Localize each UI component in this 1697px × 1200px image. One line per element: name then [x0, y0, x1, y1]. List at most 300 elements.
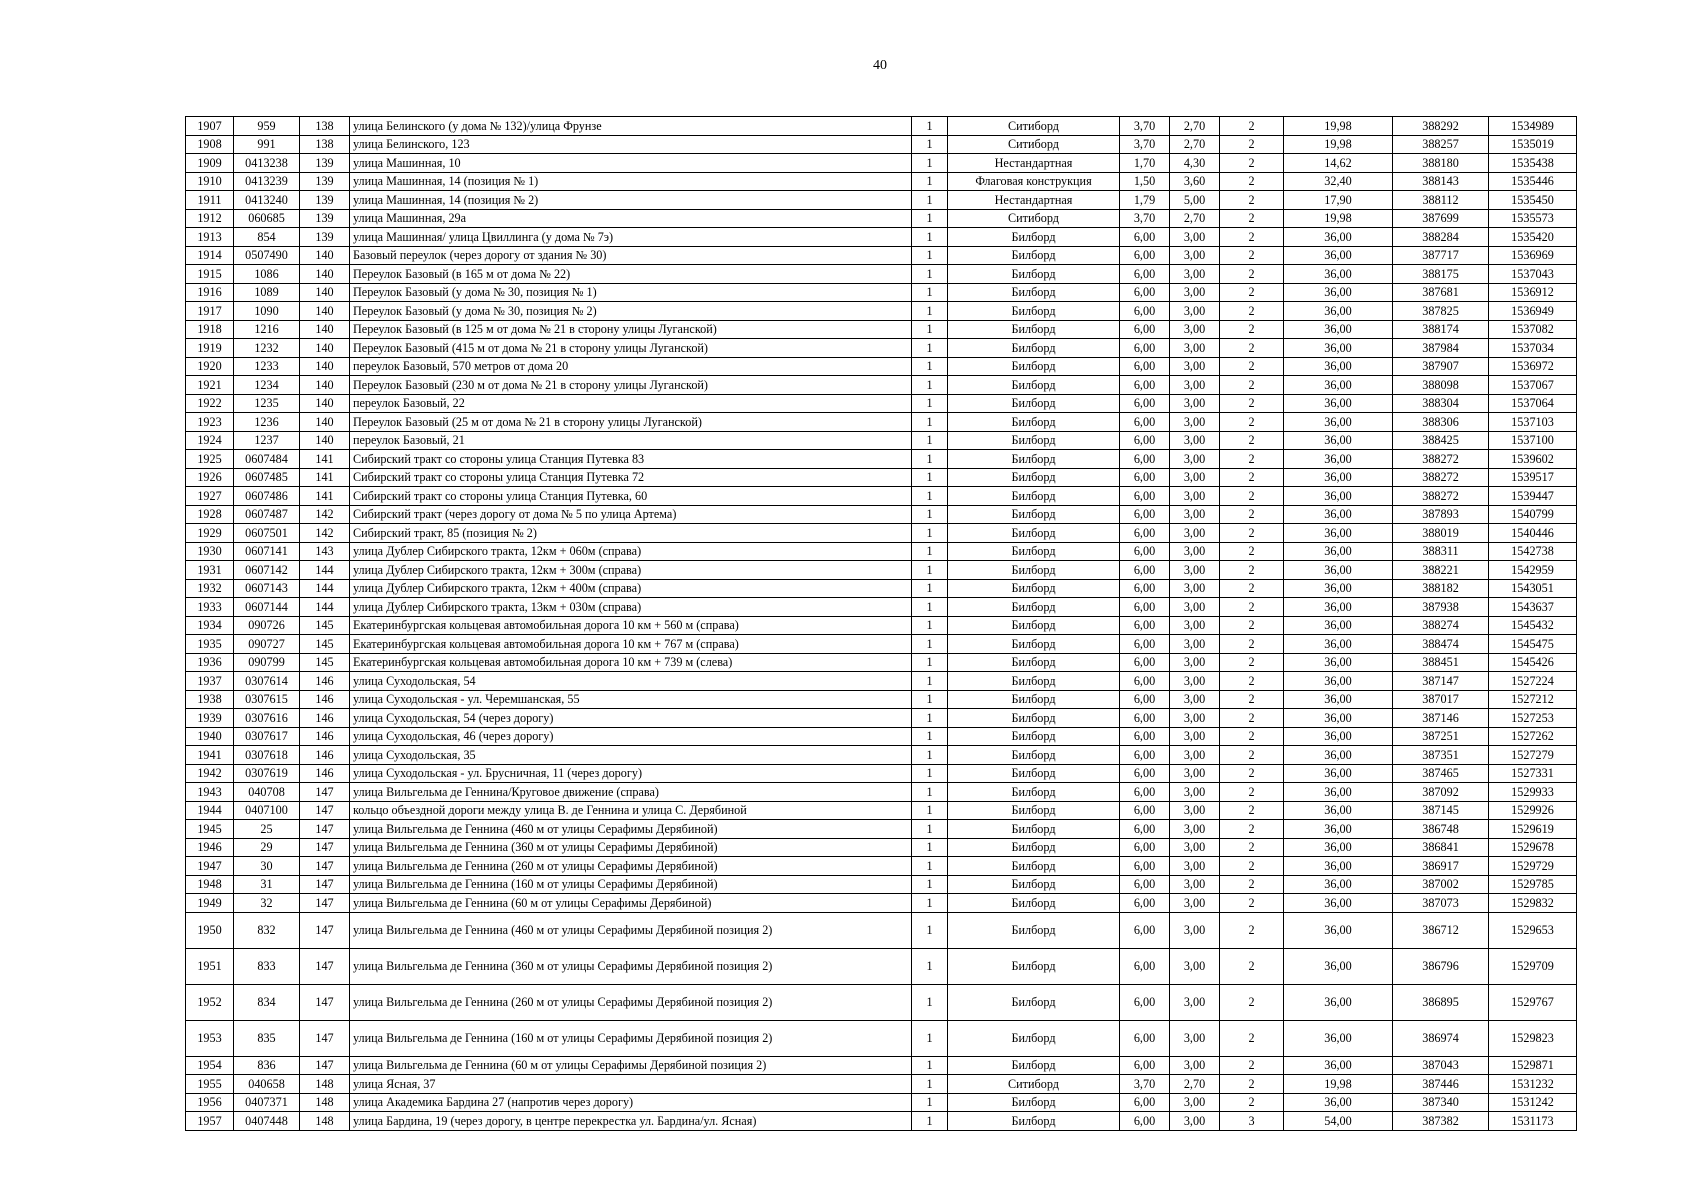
construction-type-cell: Ситиборд: [948, 135, 1120, 154]
height-cell: 3,00: [1170, 450, 1220, 469]
coord-y-cell: 1529619: [1489, 820, 1577, 839]
quantity-cell: 1: [912, 801, 948, 820]
sides-cell: 2: [1220, 246, 1284, 265]
construction-type-cell: Флаговая конструкция: [948, 172, 1120, 191]
construction-type-cell: Билборд: [948, 357, 1120, 376]
code-cell: 0607142: [234, 561, 300, 580]
area-cell: 36,00: [1284, 653, 1393, 672]
coord-x-cell: 387073: [1393, 894, 1489, 913]
height-cell: 3,00: [1170, 357, 1220, 376]
table-row: [186, 1112, 1577, 1131]
section-cell: 139: [300, 154, 350, 173]
code-cell: 1234: [234, 376, 300, 395]
coord-x-cell: 388425: [1393, 431, 1489, 450]
width-cell: 6,00: [1120, 746, 1170, 765]
quantity-cell: 1: [912, 894, 948, 913]
row-number-cell: 1922: [186, 394, 234, 413]
coord-x-cell: 386796: [1393, 948, 1489, 984]
code-cell: 959: [234, 117, 300, 136]
area-cell: 36,00: [1284, 1093, 1393, 1112]
section-cell: 140: [300, 431, 350, 450]
quantity-cell: 1: [912, 690, 948, 709]
construction-type-cell: Билборд: [948, 709, 1120, 728]
address-cell: улица Дублер Сибирского тракта, 12км + 300м (справа): [350, 561, 912, 580]
area-cell: 36,00: [1284, 616, 1393, 635]
sides-cell: 2: [1220, 579, 1284, 598]
quantity-cell: 1: [912, 672, 948, 691]
width-cell: 6,00: [1120, 653, 1170, 672]
construction-type-cell: Ситиборд: [948, 209, 1120, 228]
table-row: [186, 838, 1577, 857]
construction-type-cell: Билборд: [948, 653, 1120, 672]
quantity-cell: 1: [912, 135, 948, 154]
table-row: [186, 117, 1577, 136]
sides-cell: 2: [1220, 1093, 1284, 1112]
row-number-cell: 1919: [186, 339, 234, 358]
height-cell: 3,00: [1170, 283, 1220, 302]
section-cell: 140: [300, 413, 350, 432]
quantity-cell: 1: [912, 709, 948, 728]
quantity-cell: 1: [912, 376, 948, 395]
code-cell: 0413238: [234, 154, 300, 173]
area-cell: 36,00: [1284, 746, 1393, 765]
coord-x-cell: 387017: [1393, 690, 1489, 709]
area-cell: 36,00: [1284, 948, 1393, 984]
row-number-cell: 1950: [186, 912, 234, 948]
coord-x-cell: 388304: [1393, 394, 1489, 413]
coord-x-cell: 388174: [1393, 320, 1489, 339]
sides-cell: 2: [1220, 690, 1284, 709]
construction-type-cell: Билборд: [948, 727, 1120, 746]
table-row: [186, 1056, 1577, 1075]
quantity-cell: 1: [912, 1093, 948, 1112]
quantity-cell: 1: [912, 838, 948, 857]
sides-cell: 2: [1220, 117, 1284, 136]
width-cell: 6,00: [1120, 339, 1170, 358]
area-cell: 36,00: [1284, 376, 1393, 395]
construction-type-cell: Билборд: [948, 746, 1120, 765]
height-cell: 3,00: [1170, 376, 1220, 395]
height-cell: 2,70: [1170, 135, 1220, 154]
section-cell: 148: [300, 1075, 350, 1094]
table-row: [186, 209, 1577, 228]
address-cell: улица Машинная, 10: [350, 154, 912, 173]
quantity-cell: 1: [912, 413, 948, 432]
height-cell: 3,00: [1170, 598, 1220, 617]
row-number-cell: 1940: [186, 727, 234, 746]
area-cell: 54,00: [1284, 1112, 1393, 1131]
coord-x-cell: 386748: [1393, 820, 1489, 839]
coord-y-cell: 1543051: [1489, 579, 1577, 598]
coord-y-cell: 1537043: [1489, 265, 1577, 284]
construction-type-cell: Билборд: [948, 468, 1120, 487]
height-cell: 3,00: [1170, 984, 1220, 1020]
quantity-cell: 1: [912, 228, 948, 247]
width-cell: 6,00: [1120, 1093, 1170, 1112]
construction-type-cell: Билборд: [948, 542, 1120, 561]
coord-x-cell: 387002: [1393, 875, 1489, 894]
address-cell: Сибирский тракт со стороны улица Станция Путевка 72: [350, 468, 912, 487]
width-cell: 6,00: [1120, 561, 1170, 580]
quantity-cell: 1: [912, 209, 948, 228]
section-cell: 140: [300, 283, 350, 302]
address-cell: Базовый переулок (через дорогу от здания № 30): [350, 246, 912, 265]
width-cell: 1,79: [1120, 191, 1170, 210]
coord-x-cell: 387907: [1393, 357, 1489, 376]
code-cell: 29: [234, 838, 300, 857]
address-cell: улица Машинная, 29а: [350, 209, 912, 228]
coord-x-cell: 388112: [1393, 191, 1489, 210]
coord-x-cell: 388098: [1393, 376, 1489, 395]
height-cell: 3,00: [1170, 690, 1220, 709]
construction-type-cell: Билборд: [948, 672, 1120, 691]
row-number-cell: 1939: [186, 709, 234, 728]
row-number-cell: 1918: [186, 320, 234, 339]
quantity-cell: 1: [912, 302, 948, 321]
height-cell: 3,00: [1170, 783, 1220, 802]
address-cell: улица Вильгельма де Геннина (60 м от улицы Серафимы Дерябиной): [350, 894, 912, 913]
width-cell: 6,00: [1120, 376, 1170, 395]
quantity-cell: 1: [912, 357, 948, 376]
code-cell: 0607484: [234, 450, 300, 469]
coord-x-cell: 388019: [1393, 524, 1489, 543]
table-row: [186, 783, 1577, 802]
sides-cell: 2: [1220, 209, 1284, 228]
construction-type-cell: Билборд: [948, 339, 1120, 358]
sides-cell: 2: [1220, 376, 1284, 395]
construction-type-cell: Билборд: [948, 283, 1120, 302]
height-cell: 3,00: [1170, 912, 1220, 948]
data-table: [185, 116, 1577, 1131]
coord-y-cell: 1539517: [1489, 468, 1577, 487]
coord-y-cell: 1536912: [1489, 283, 1577, 302]
width-cell: 6,00: [1120, 357, 1170, 376]
section-cell: 147: [300, 801, 350, 820]
address-cell: улица Суходольская - ул. Брусничная, 11 (через дорогу): [350, 764, 912, 783]
sides-cell: 2: [1220, 709, 1284, 728]
address-cell: переулок Базовый, 21: [350, 431, 912, 450]
table-row: [186, 764, 1577, 783]
table-row: [186, 727, 1577, 746]
sides-cell: 2: [1220, 172, 1284, 191]
width-cell: 6,00: [1120, 579, 1170, 598]
area-cell: 32,40: [1284, 172, 1393, 191]
table-row: [186, 154, 1577, 173]
quantity-cell: 1: [912, 1112, 948, 1131]
table-row: [186, 635, 1577, 654]
table-row: [186, 450, 1577, 469]
table-row: [186, 283, 1577, 302]
coord-y-cell: 1540446: [1489, 524, 1577, 543]
row-number-cell: 1912: [186, 209, 234, 228]
width-cell: 6,00: [1120, 302, 1170, 321]
quantity-cell: 1: [912, 1056, 948, 1075]
address-cell: улица Бардина, 19 (через дорогу, в центре перекрестка ул. Бардина/ул. Ясная): [350, 1112, 912, 1131]
code-cell: 040708: [234, 783, 300, 802]
section-cell: 146: [300, 727, 350, 746]
row-number-cell: 1926: [186, 468, 234, 487]
height-cell: 3,00: [1170, 709, 1220, 728]
construction-type-cell: Билборд: [948, 912, 1120, 948]
section-cell: 142: [300, 505, 350, 524]
construction-type-cell: Нестандартная: [948, 191, 1120, 210]
table-row: [186, 1093, 1577, 1112]
construction-type-cell: Билборд: [948, 875, 1120, 894]
sides-cell: 2: [1220, 727, 1284, 746]
row-number-cell: 1954: [186, 1056, 234, 1075]
address-cell: переулок Базовый, 22: [350, 394, 912, 413]
coord-y-cell: 1527224: [1489, 672, 1577, 691]
width-cell: 6,00: [1120, 228, 1170, 247]
width-cell: 6,00: [1120, 450, 1170, 469]
coord-x-cell: 387825: [1393, 302, 1489, 321]
address-cell: улица Вильгельма де Геннина (60 м от улицы Серафимы Дерябиной позиция 2): [350, 1056, 912, 1075]
coord-x-cell: 387938: [1393, 598, 1489, 617]
code-cell: 090799: [234, 653, 300, 672]
row-number-cell: 1907: [186, 117, 234, 136]
section-cell: 140: [300, 376, 350, 395]
width-cell: 6,00: [1120, 265, 1170, 284]
height-cell: 3,00: [1170, 764, 1220, 783]
sides-cell: 2: [1220, 948, 1284, 984]
quantity-cell: 1: [912, 616, 948, 635]
quantity-cell: 1: [912, 117, 948, 136]
construction-type-cell: Билборд: [948, 524, 1120, 543]
area-cell: 36,00: [1284, 764, 1393, 783]
quantity-cell: 1: [912, 875, 948, 894]
row-number-cell: 1930: [186, 542, 234, 561]
row-number-cell: 1941: [186, 746, 234, 765]
table-row: [186, 339, 1577, 358]
section-cell: 148: [300, 1112, 350, 1131]
table-row: [186, 894, 1577, 913]
area-cell: 36,00: [1284, 265, 1393, 284]
coord-x-cell: 387351: [1393, 746, 1489, 765]
address-cell: улица Вильгельма де Геннина (460 м от улицы Серафимы Дерябиной): [350, 820, 912, 839]
sides-cell: 2: [1220, 894, 1284, 913]
width-cell: 6,00: [1120, 283, 1170, 302]
area-cell: 19,98: [1284, 1075, 1393, 1094]
construction-type-cell: Нестандартная: [948, 154, 1120, 173]
height-cell: 3,00: [1170, 524, 1220, 543]
construction-type-cell: Билборд: [948, 801, 1120, 820]
section-cell: 141: [300, 487, 350, 506]
quantity-cell: 1: [912, 579, 948, 598]
coord-y-cell: 1537067: [1489, 376, 1577, 395]
coord-y-cell: 1529823: [1489, 1020, 1577, 1056]
table-row: [186, 801, 1577, 820]
coord-x-cell: 388143: [1393, 172, 1489, 191]
coord-x-cell: 388257: [1393, 135, 1489, 154]
table-row: [186, 875, 1577, 894]
quantity-cell: 1: [912, 1020, 948, 1056]
address-cell: Переулок Базовый (415 м от дома № 21 в сторону улицы Луганской): [350, 339, 912, 358]
height-cell: 3,00: [1170, 1112, 1220, 1131]
coord-x-cell: 387699: [1393, 209, 1489, 228]
coord-x-cell: 388180: [1393, 154, 1489, 173]
address-cell: улица Суходольская, 46 (через дорогу): [350, 727, 912, 746]
address-cell: улица Дублер Сибирского тракта, 13км + 030м (справа): [350, 598, 912, 617]
height-cell: 3,00: [1170, 265, 1220, 284]
area-cell: 36,00: [1284, 1056, 1393, 1075]
height-cell: 3,00: [1170, 339, 1220, 358]
address-cell: Сибирский тракт со стороны улица Станция Путевка 83: [350, 450, 912, 469]
section-cell: 140: [300, 320, 350, 339]
coord-y-cell: 1535446: [1489, 172, 1577, 191]
table-row: [186, 948, 1577, 984]
row-number-cell: 1915: [186, 265, 234, 284]
section-cell: 138: [300, 117, 350, 136]
row-number-cell: 1935: [186, 635, 234, 654]
height-cell: 3,00: [1170, 561, 1220, 580]
section-cell: 145: [300, 653, 350, 672]
sides-cell: 2: [1220, 283, 1284, 302]
section-cell: 147: [300, 838, 350, 857]
construction-type-cell: Билборд: [948, 635, 1120, 654]
coord-x-cell: 386974: [1393, 1020, 1489, 1056]
coord-y-cell: 1542738: [1489, 542, 1577, 561]
code-cell: 832: [234, 912, 300, 948]
coord-y-cell: 1545426: [1489, 653, 1577, 672]
table-row: [186, 653, 1577, 672]
height-cell: 3,00: [1170, 635, 1220, 654]
table-row: [186, 912, 1577, 948]
sides-cell: 2: [1220, 394, 1284, 413]
area-cell: 36,00: [1284, 894, 1393, 913]
coord-x-cell: 387251: [1393, 727, 1489, 746]
address-cell: Переулок Базовый (25 м от дома № 21 в сторону улицы Луганской): [350, 413, 912, 432]
coord-y-cell: 1529653: [1489, 912, 1577, 948]
quantity-cell: 1: [912, 154, 948, 173]
code-cell: 834: [234, 984, 300, 1020]
code-cell: 0307615: [234, 690, 300, 709]
quantity-cell: 1: [912, 1075, 948, 1094]
address-cell: Сибирский тракт (через дорогу от дома № 5 по улица Артема): [350, 505, 912, 524]
sides-cell: 2: [1220, 875, 1284, 894]
height-cell: 5,00: [1170, 191, 1220, 210]
sides-cell: 2: [1220, 838, 1284, 857]
row-number-cell: 1944: [186, 801, 234, 820]
height-cell: 2,70: [1170, 1075, 1220, 1094]
construction-type-cell: Билборд: [948, 376, 1120, 395]
section-cell: 147: [300, 857, 350, 876]
address-cell: переулок Базовый, 570 метров от дома 20: [350, 357, 912, 376]
width-cell: 6,00: [1120, 1112, 1170, 1131]
construction-type-cell: Ситиборд: [948, 1075, 1120, 1094]
code-cell: 0407371: [234, 1093, 300, 1112]
width-cell: 3,70: [1120, 135, 1170, 154]
quantity-cell: 1: [912, 598, 948, 617]
construction-type-cell: Билборд: [948, 394, 1120, 413]
height-cell: 3,00: [1170, 727, 1220, 746]
row-number-cell: 1927: [186, 487, 234, 506]
coord-y-cell: 1545475: [1489, 635, 1577, 654]
coord-y-cell: 1527253: [1489, 709, 1577, 728]
code-cell: 1235: [234, 394, 300, 413]
area-cell: 36,00: [1284, 598, 1393, 617]
table-row: [186, 524, 1577, 543]
width-cell: 6,00: [1120, 635, 1170, 654]
coord-y-cell: 1537100: [1489, 431, 1577, 450]
address-cell: улица Суходольская, 35: [350, 746, 912, 765]
height-cell: 3,00: [1170, 468, 1220, 487]
sides-cell: 2: [1220, 487, 1284, 506]
area-cell: 36,00: [1284, 542, 1393, 561]
sides-cell: 2: [1220, 468, 1284, 487]
row-number-cell: 1938: [186, 690, 234, 709]
area-cell: 36,00: [1284, 838, 1393, 857]
height-cell: 3,00: [1170, 672, 1220, 691]
sides-cell: 2: [1220, 542, 1284, 561]
area-cell: 36,00: [1284, 820, 1393, 839]
coord-x-cell: 388221: [1393, 561, 1489, 580]
height-cell: 3,00: [1170, 1056, 1220, 1075]
table-body: [186, 117, 1577, 1131]
address-cell: улица Суходольская, 54 (через дорогу): [350, 709, 912, 728]
sides-cell: 2: [1220, 635, 1284, 654]
sides-cell: 2: [1220, 598, 1284, 617]
sides-cell: 2: [1220, 339, 1284, 358]
code-cell: 0307619: [234, 764, 300, 783]
address-cell: Екатеринбургская кольцевая автомобильная дорога 10 км + 739 м (слева): [350, 653, 912, 672]
code-cell: 1232: [234, 339, 300, 358]
coord-y-cell: 1529729: [1489, 857, 1577, 876]
code-cell: 0607485: [234, 468, 300, 487]
code-cell: 835: [234, 1020, 300, 1056]
construction-type-cell: Билборд: [948, 838, 1120, 857]
height-cell: 2,70: [1170, 117, 1220, 136]
area-cell: 36,00: [1284, 579, 1393, 598]
area-cell: 36,00: [1284, 505, 1393, 524]
construction-type-cell: Билборд: [948, 690, 1120, 709]
construction-type-cell: Билборд: [948, 265, 1120, 284]
row-number-cell: 1942: [186, 764, 234, 783]
section-cell: 147: [300, 894, 350, 913]
construction-type-cell: Билборд: [948, 857, 1120, 876]
height-cell: 3,00: [1170, 857, 1220, 876]
code-cell: 1236: [234, 413, 300, 432]
address-cell: улица Вильгельма де Геннина (260 м от улицы Серафимы Дерябиной): [350, 857, 912, 876]
coord-x-cell: 386917: [1393, 857, 1489, 876]
coord-x-cell: 387681: [1393, 283, 1489, 302]
address-cell: улица Белинского (у дома № 132)/улица Фрунзе: [350, 117, 912, 136]
code-cell: 25: [234, 820, 300, 839]
coord-x-cell: 388284: [1393, 228, 1489, 247]
quantity-cell: 1: [912, 912, 948, 948]
row-number-cell: 1947: [186, 857, 234, 876]
sides-cell: 2: [1220, 135, 1284, 154]
width-cell: 6,00: [1120, 246, 1170, 265]
section-cell: 141: [300, 450, 350, 469]
width-cell: 6,00: [1120, 709, 1170, 728]
quantity-cell: 1: [912, 653, 948, 672]
section-cell: 146: [300, 746, 350, 765]
area-cell: 36,00: [1284, 468, 1393, 487]
row-number-cell: 1909: [186, 154, 234, 173]
table-row: [186, 413, 1577, 432]
code-cell: 854: [234, 228, 300, 247]
row-number-cell: 1933: [186, 598, 234, 617]
quantity-cell: 1: [912, 394, 948, 413]
section-cell: 144: [300, 561, 350, 580]
code-cell: 1233: [234, 357, 300, 376]
height-cell: 3,00: [1170, 820, 1220, 839]
address-cell: улица Машинная, 14 (позиция № 2): [350, 191, 912, 210]
row-number-cell: 1955: [186, 1075, 234, 1094]
construction-type-cell: Билборд: [948, 820, 1120, 839]
width-cell: 6,00: [1120, 1056, 1170, 1075]
sides-cell: 2: [1220, 561, 1284, 580]
